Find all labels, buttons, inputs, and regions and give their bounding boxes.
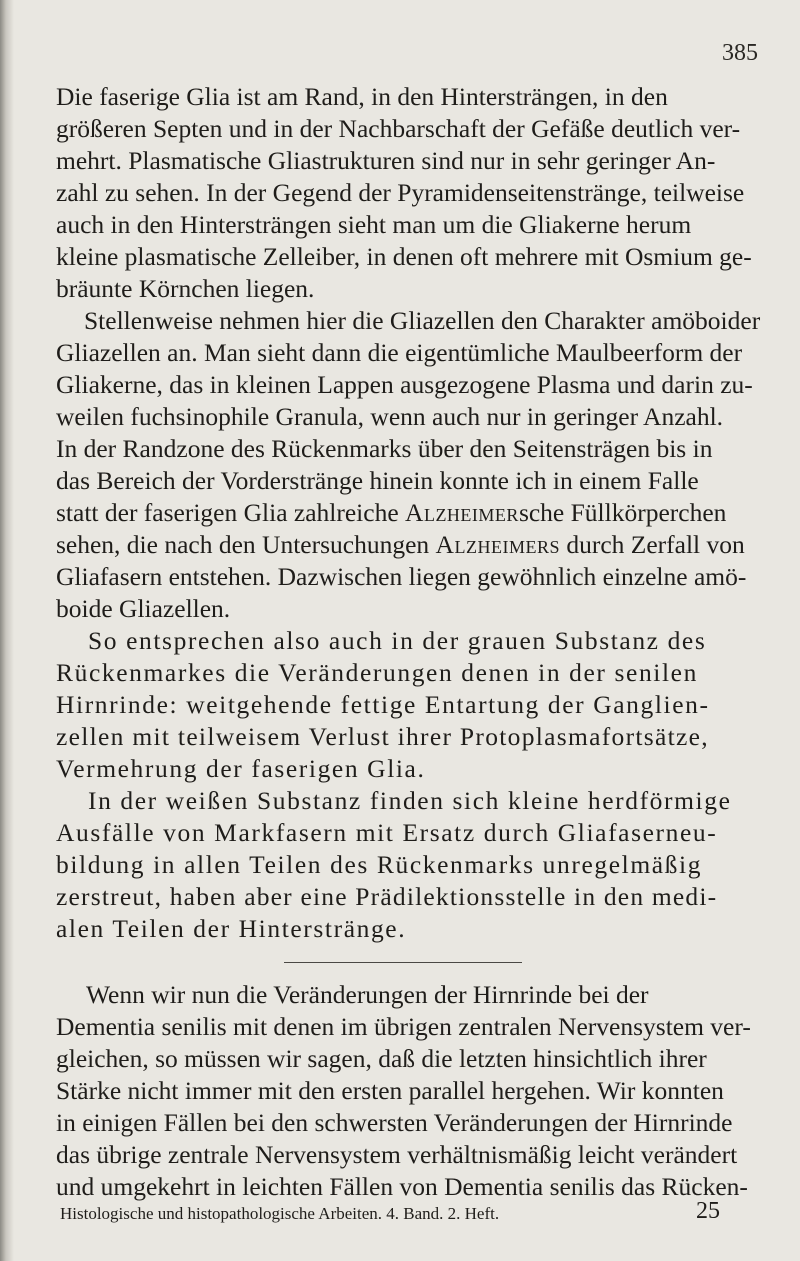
text-line: das übrige zentrale Nervensystem verhältnismäßig leicht verändert xyxy=(56,1140,738,1169)
text-line: boide Gliazellen. xyxy=(56,594,231,623)
text-line: Gliafasern entstehen. Dazwischen liegen gewöhnlich einzelne amö- xyxy=(56,562,747,591)
spaced-text-line: zerstreut, haben aber eine Prädilektionsstelle in den medi- xyxy=(56,882,718,911)
text-line: sehen, die nach den Untersuchungen Alzheimers durch Zerfall von xyxy=(56,530,745,559)
text-line: Stärke nicht immer mit den ersten parallel hergehen. Wir konnten xyxy=(56,1076,724,1105)
text-line: größeren Septen und in der Nachbarschaft der Gefäße deutlich ver- xyxy=(56,114,741,143)
text-line: mehrt. Plasmatische Gliastrukturen sind nur in sehr geringer An- xyxy=(56,146,716,175)
spaced-text-line: alen Teilen der Hinterstränge. xyxy=(56,914,407,943)
spaced-text-line: In der weißen Substanz finden sich kleine herdförmige xyxy=(88,786,732,815)
spaced-text-line: So entsprechen also auch in der grauen Substanz des xyxy=(88,626,707,655)
spaced-text-line: bildung in allen Teilen des Rückenmarks unregelmäßig xyxy=(56,850,703,879)
footer-publication: Histologische und histopathologische Arbeiten. 4. Band. 2. Heft. xyxy=(60,1204,500,1223)
text-line: Gliazellen an. Man sieht dann die eigentümliche Maulbeerform der xyxy=(56,338,743,367)
text-line: weilen fuchsinophile Granula, wenn auch nur in geringer Anzahl. xyxy=(56,402,724,431)
spaced-text-line: Vermehrung der faserigen Glia. xyxy=(56,754,426,783)
text-line: Gliakerne, das in kleinen Lappen ausgezogene Plasma und darin zu- xyxy=(56,370,753,399)
spaced-text-line: Rückenmarkes die Veränderungen denen in der senilen xyxy=(56,658,698,687)
text-line: kleine plasmatische Zelleiber, in denen oft mehrere mit Osmium ge- xyxy=(56,242,752,271)
page-gutter-shadow xyxy=(0,0,14,1261)
page-footer xyxy=(60,1198,720,1225)
spaced-text-line: Ausfälle von Markfasern mit Ersatz durch Gliafaserneu- xyxy=(56,818,718,847)
text-line: das Bereich der Vorderstränge hinein konnte ich in einem Falle xyxy=(56,466,699,495)
author-name: Alzheimer xyxy=(405,498,519,527)
text-line: Die faserige Glia ist am Rand, in den Hintersträngen, in den xyxy=(56,82,668,111)
text-line: und umgekehrt in leichten Fällen von Dementia senilis das Rücken- xyxy=(56,1172,748,1201)
text-line: gleichen, so müssen wir sagen, daß die letzten hinsichtlich ihrer xyxy=(56,1044,707,1073)
text-line: Wenn wir nun die Veränderungen der Hirnrinde bei der xyxy=(86,980,649,1009)
section-divider xyxy=(284,962,522,963)
text-line: statt der faserigen Glia zahlreiche Alzheimersche Füllkörperchen xyxy=(56,498,727,527)
spaced-text-line: zellen mit teilweisem Verlust ihrer Protoplasmafortsätze, xyxy=(56,722,709,751)
page-number: 385 xyxy=(722,40,758,66)
text-line: In der Randzone des Rückenmarks über den Seitensträgen bis in xyxy=(56,434,713,463)
text-line: in einigen Fällen bei den schwersten Veränderungen der Hirnrinde xyxy=(56,1108,733,1137)
author-name-genitive: Alzheimers xyxy=(435,530,560,559)
signature-number: 25 xyxy=(696,1198,720,1224)
text-line: auch in den Hintersträngen sieht man um die Gliakerne herum xyxy=(56,210,692,239)
text-line: Stellenweise nehmen hier die Gliazellen den Charakter amöboider xyxy=(84,306,761,335)
text-line: zahl zu sehen. In der Gegend der Pyramidenseitenstränge, teilweise xyxy=(56,178,745,207)
spaced-text-line: Hirnrinde: weitgehende fettige Entartung der Ganglien- xyxy=(56,690,710,719)
text-line: Dementia senilis mit denen im übrigen zentralen Nervensystem ver- xyxy=(56,1012,751,1041)
text-line: bräunte Körnchen liegen. xyxy=(56,274,315,303)
